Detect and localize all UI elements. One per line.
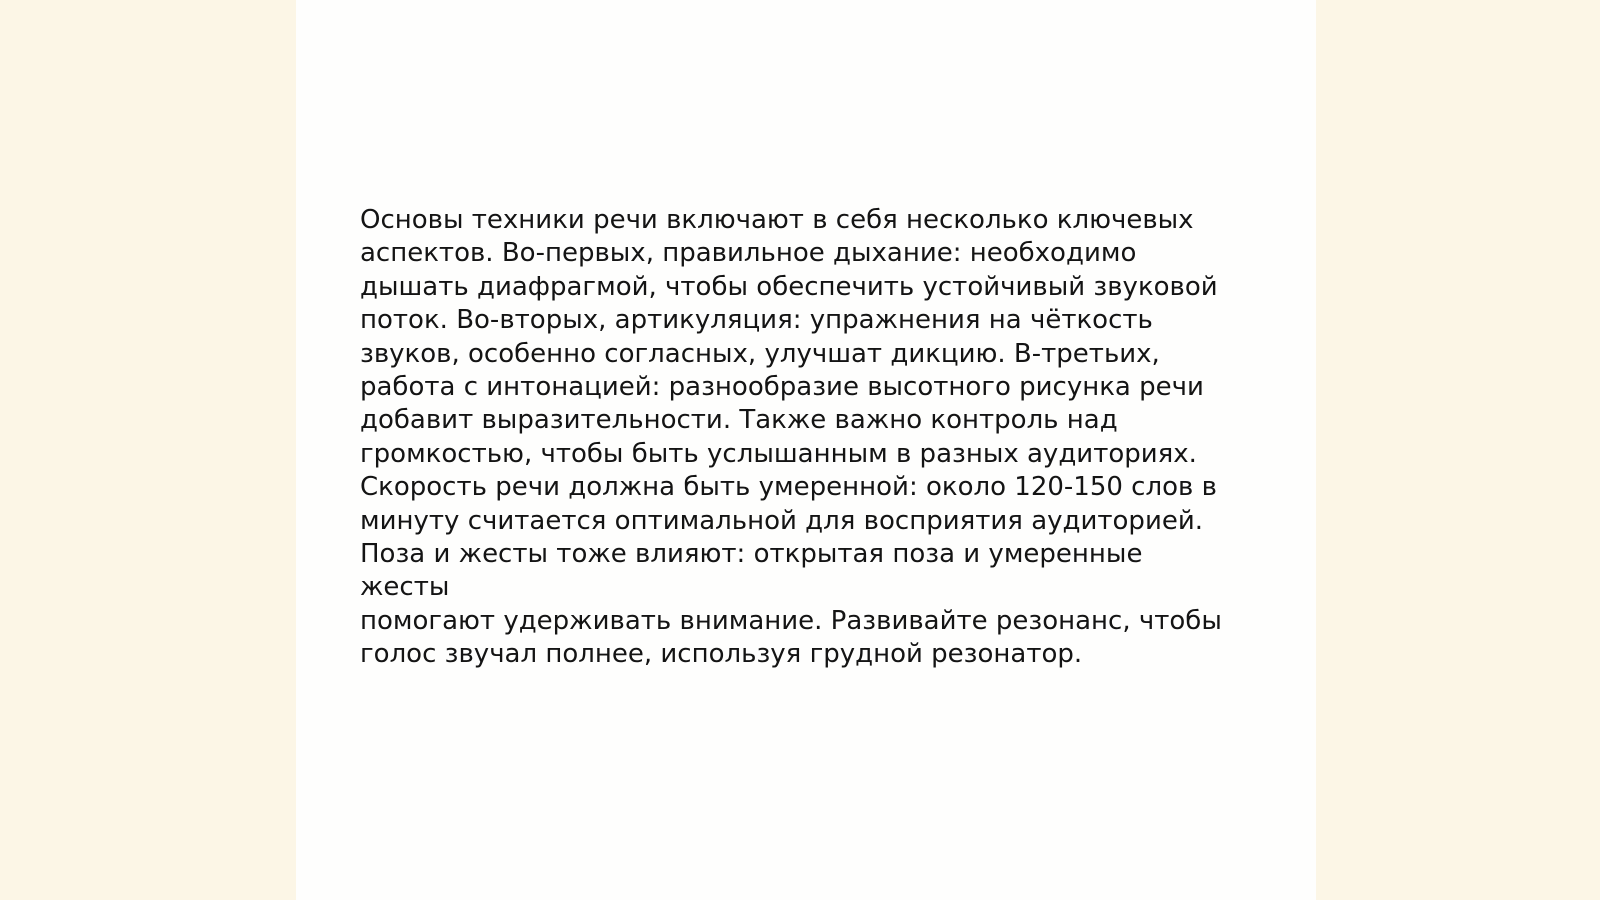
body-paragraph: Основы техники речи включают в себя несколько ключевых аспектов. Во-первых, правильное дыхание: необходимо дышать диафрагмой, чтобы обеспечить устойчивый звуковой поток. Во-вторых, артикуляция: упражнения на чёткость звуков, особенно согласных, улучшат дикцию. В-третьих, работа с интонацией: разнообразие высотного рисунка речи добавит выразительности. Также важно контроль над громкостью, чтобы быть услышанным в разных аудиториях. Скорость речи должна быть умеренной: около 120-150 слов в минуту считается оптимальной для восприятия аудиторией. Поза и жесты тоже влияют: открытая поза и умеренные жесты помогают удерживать внимание. Развивайте резонанс, чтобы голос звучал полнее, используя грудной резонатор. [360,205,1222,670]
